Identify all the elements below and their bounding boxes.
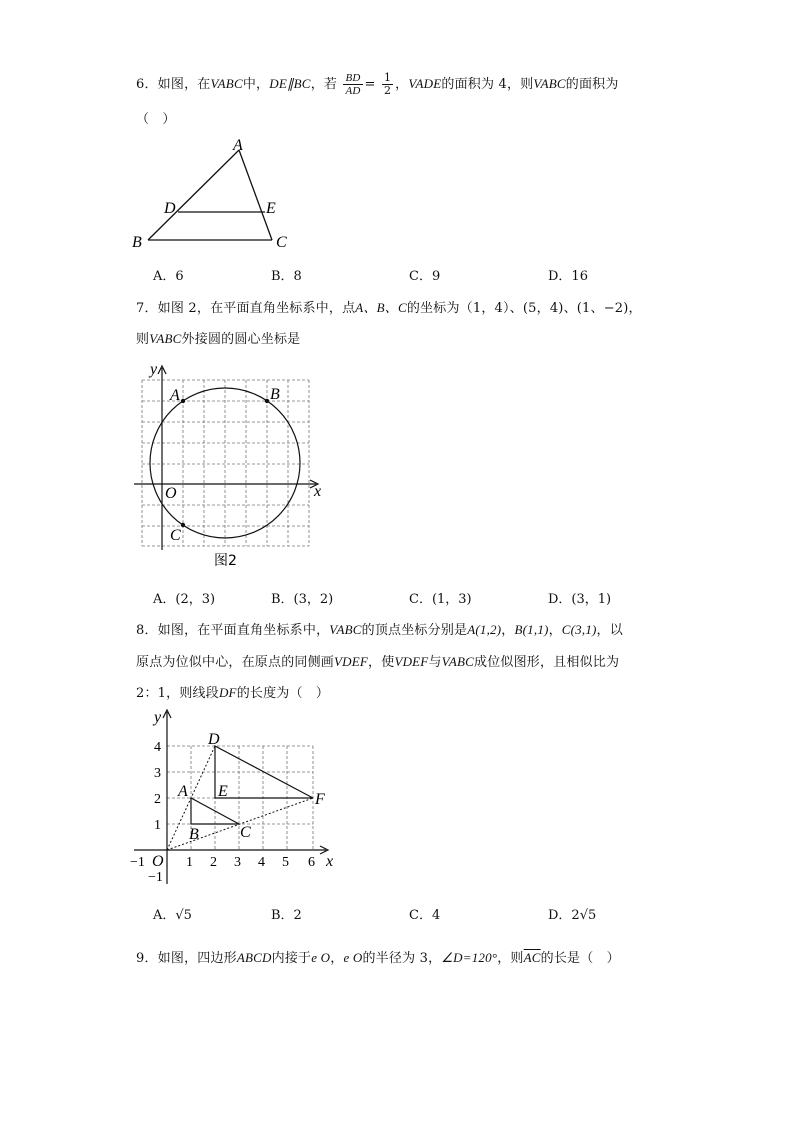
q8-label-d: D [208,731,220,748]
q8-x-tick: 6 [308,855,315,870]
q7-figure-caption: 图2 [214,553,237,569]
q6-text-part: ， [395,77,409,92]
q6-triangle-abc: VABC [533,76,566,91]
q8-y-tick: 1 [154,818,161,833]
q8-y-tick: −1 [148,870,163,885]
q6-half-denominator: 2 [383,84,392,97]
q8-axis-x-label: x [326,853,334,870]
q7-option-b[interactable]: B．(3，2) [271,592,334,607]
q9-circle: e O [343,950,363,965]
q7-option-c[interactable]: C．(1，3) [409,592,472,607]
q7-label-b: B [270,386,280,403]
q8-axis-y-label: y [154,709,162,726]
q7-label-c: C [170,527,181,544]
q6-ratio-denominator: AD [345,85,361,97]
q6-paren: （ ） [136,112,176,127]
q6-parallel: DE∥BC [269,76,311,91]
q8-x-tick: −1 [130,855,145,870]
q7-origin-label: O [165,485,177,502]
q8-option-d[interactable]: D．2√5 [548,908,597,923]
q9-text-part: 的半径为 3， [362,951,442,966]
q9-circle: e O [311,950,331,965]
q8-text-part: 与 [428,655,442,670]
q6-ratio-numerator: BD [345,72,361,84]
q9-text-part: 9．如图，四边形 [136,951,237,966]
q6-half-fraction [382,72,393,97]
q7-option-a[interactable]: A．(2，3) [153,592,216,607]
q6-option-b[interactable]: B．8 [271,269,302,284]
q8-label-a: A [178,783,188,800]
q7-axis-y-label: y [150,361,158,378]
q6-triangle-abc: VABC [210,76,243,91]
q8-triangle-def: VDEF [334,654,369,669]
q8-point-c: C(3,1) [561,622,597,637]
q8-text-part: 原点为位似中心，在原点的同侧画 [136,655,335,670]
q8-text-part: 的顶点坐标分别是 [361,623,468,638]
q6-label-d: D [164,200,176,217]
q7-text-part: 的坐标为（1，4）、(5，4)、(1、−2)， [406,301,642,316]
q9-text-part: 的长是（ ） [540,951,620,966]
q8-text-line2 [136,651,619,670]
q8-y-tick: 3 [154,766,161,781]
q8-text-line3 [136,682,329,701]
q8-triangle-abc: VABC [441,654,474,669]
q6-text-part: 中， [242,77,270,92]
q7-triangle: VABC [149,331,182,346]
q9-angle: ∠D=120° [441,950,498,965]
q6-half-numerator: 1 [383,71,392,84]
q7-label-a: A [170,387,180,404]
q7-text-part: 外接圆的圆心坐标是 [181,332,301,347]
q8-label-b: B [189,826,199,843]
q8-x-tick: 1 [186,855,193,870]
q8-text-part: ，使 [368,655,395,670]
q9-text-part: 内接于 [271,951,312,966]
q6-text-part: 的面积为 4，则 [441,77,534,92]
q6-equals: = [364,77,376,92]
q8-label-f: F [315,791,325,808]
q8-y-tick: 4 [154,740,161,755]
q8-label-e: E [218,783,228,800]
q6-text-part: 如图，在 [157,77,211,92]
q6-text [136,72,619,97]
q8-point-a: A(1,2) [467,622,502,637]
q6-option-d[interactable]: D．16 [548,269,588,284]
q8-text-part: 的长度为（ ） [236,686,330,701]
q6-triangle-ade: VADE [408,76,442,91]
q8-y-tick: 2 [154,792,161,807]
q7-text-line1 [136,297,642,316]
q8-segment-df: DF [218,685,237,700]
q7-text-part: 7．如图 2，在平面直角坐标系中，点 [136,301,356,316]
q8-option-b[interactable]: B．2 [271,908,302,923]
q9-text-line1 [136,947,620,966]
q6-label-c: C [276,234,287,251]
q8-x-tick: 5 [282,855,289,870]
q6-option-a[interactable]: A．6 [153,269,184,284]
q8-point-b: B(1,1) [514,622,549,637]
q8-option-a[interactable]: A．√5 [153,908,192,923]
q8-origin-label: O [152,853,164,870]
q8-text-part: 成位似图形，且相似比为 [474,655,620,670]
q8-x-tick: 2 [210,855,217,870]
q7-text-part: 则 [136,332,150,347]
q8-text-part: ， [501,623,515,638]
q8-triangle-def: VDEF [394,654,429,669]
q8-text-part: 8．如图，在平面直角坐标系中， [136,623,330,638]
q9-text-part: ， [330,951,344,966]
q8-label-c: C [240,824,251,841]
q6-text-part: ，若 [310,77,338,92]
q6-option-c[interactable]: C．9 [409,269,441,284]
q8-figure [128,706,348,890]
q8-x-tick: 4 [258,855,265,870]
q6-label-a: A [233,137,243,154]
q7-figure [130,360,330,570]
q6-text-part: 的面积为 [565,77,619,92]
q9-text-part: ，则 [497,951,524,966]
q7-option-d[interactable]: D．(3，1) [548,592,612,607]
q8-text-line1 [136,619,623,638]
q9-quadrilateral: ABCD [236,950,272,965]
q9-arc: $\overline{AC}$ [523,950,541,965]
q8-text-part: ， [548,623,562,638]
q7-axis-x-label: x [314,483,322,500]
q6-label-b: B [132,234,142,251]
q8-x-tick: 3 [234,855,241,870]
q8-text-part: 2：1，则线段 [136,686,219,701]
q6-ratio-fraction [343,72,362,97]
q6-number: 6． [136,77,158,92]
q8-triangle-abc: VABC [329,622,362,637]
q7-text-line2 [136,328,300,347]
q8-option-c[interactable]: C．4 [409,908,441,923]
q6-figure [128,136,298,254]
q7-points: A、B、C [355,300,407,315]
q8-text-part: ，以 [596,623,623,638]
q6-label-e: E [266,200,276,217]
